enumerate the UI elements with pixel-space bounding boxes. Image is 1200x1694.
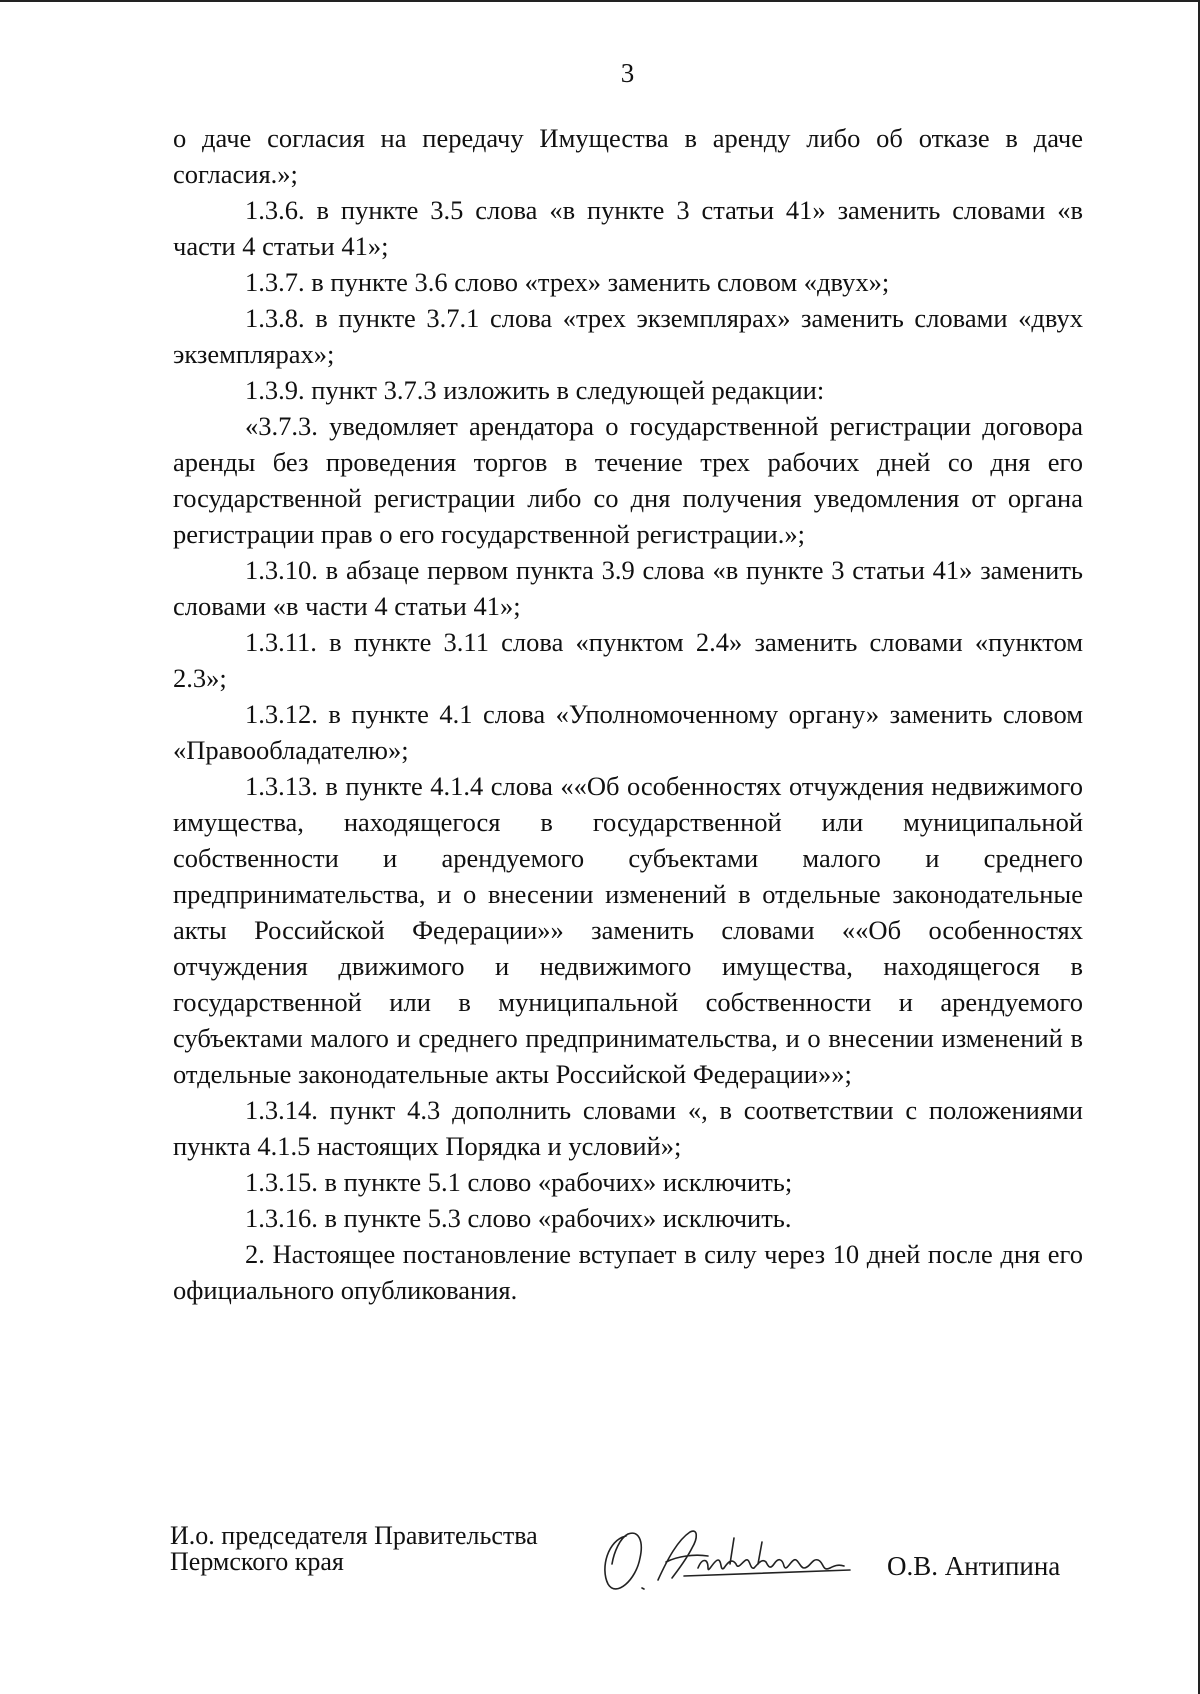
paragraph: 1.3.16. в пункте 5.3 слово «рабочих» исключить. [245,1203,792,1233]
signatory-name: О.В. Антипина [887,1551,1061,1581]
paragraph: «3.7.3. уведомляет арендатора о государственной регистрации договора аренды без проведения торгов в течение трех рабочих дней со дня его государственной регистрации либо со дня получения уведомления от органа регистрации прав о его государственной регистрации.»; [173,411,1083,549]
signatory-position-line: И.о. председателя Правительства [170,1521,538,1550]
paragraph: 1.3.9. пункт 3.7.3 изложить в следующей редакции: [245,375,825,405]
page-number: 3 [620,58,635,88]
paragraph: 2. Настоящее постановление вступает в силу через 10 дней после дня его официального опубликования. [173,1239,1083,1305]
paragraph: 1.3.10. в абзаце первом пункта 3.9 слова «в пункте 3 статьи 41» заменить словами «в части 4 статьи 41»; [173,555,1083,621]
paragraph: 1.3.12. в пункте 4.1 слова «Уполномоченному органу» заменить словом «Правообладателю»; [173,699,1083,765]
paragraph: 1.3.13. в пункте 4.1.4 слова ««Об особенностях отчуждения недвижимого имущества, находящегося в государственной или муниципальной собственности и арендуемого субъектами малого и среднего предпринимательства, и о внесении изменений в отдельные законодательные акты Российской Федерации»» заменить словами ««Об особенностях отчуждения движимого и недвижимого имущества, находящегося в государственной или в муниципальной собственности и арендуемого субъектами малого и среднего предпринимательства, и о внесении изменений в отдельные законодательные акты Российской Федерации»»; [173,771,1083,1089]
document-body [173,120,1083,1308]
paragraph: 1.3.7. в пункте 3.6 слово «трех» заменить словом «двух»; [245,267,890,297]
signatory-position [170,1523,538,1575]
paragraph: о даче согласия на передачу Имущества в аренду либо об отказе в даче согласия.»; [173,123,1083,189]
handwritten-signature [598,1518,898,1598]
paragraph: 1.3.8. в пункте 3.7.1 слова «трех экземплярах» заменить словами «двух экземплярах»; [173,303,1083,369]
paragraph: 1.3.14. пункт 4.3 дополнить словами «, в соответствии с положениями пункта 4.1.5 настоящих Порядка и условий»; [173,1095,1083,1161]
paragraph: 1.3.11. в пункте 3.11 слова «пунктом 2.4» заменить словами «пунктом 2.3»; [173,627,1083,693]
paragraph: 1.3.6. в пункте 3.5 слова «в пункте 3 статьи 41» заменить словами «в части 4 статьи 41»; [173,195,1083,261]
paragraph: 1.3.15. в пункте 5.1 слово «рабочих» исключить; [245,1167,793,1197]
page-border-top [0,0,1200,2]
signatory-position-line: Пермского края [170,1547,344,1576]
